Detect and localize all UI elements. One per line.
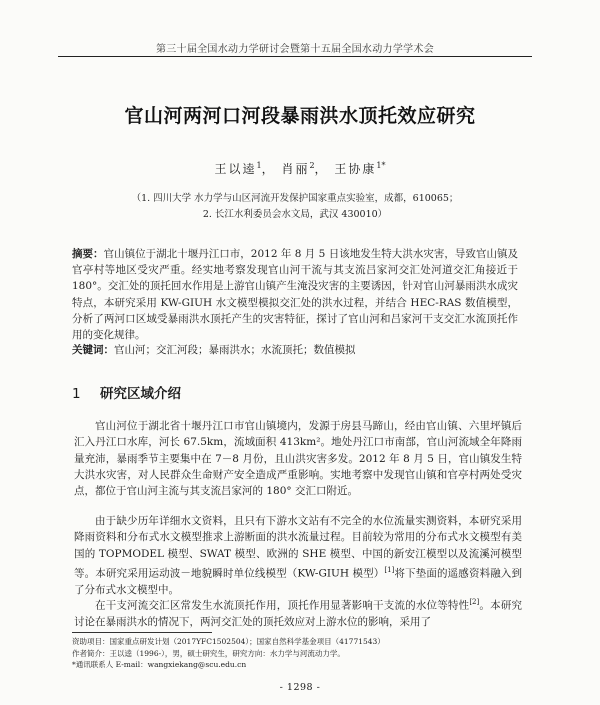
citation-ref[interactable]: [2] xyxy=(469,598,480,606)
running-header: 第三十届全国水动力学研讨会暨第十五届全国水动力学学术会 xyxy=(155,44,435,55)
keywords-text: 官山河；交汇河段；暴雨洪水；水流顶托；数值模拟 xyxy=(114,344,356,356)
section-number: 1 xyxy=(72,386,81,402)
page-number: - 1298 - xyxy=(279,682,321,693)
author-sup: 1* xyxy=(376,161,386,170)
paragraph-1: 官山河位于湖北省十堰丹江口市官山镇境内，发源于房县马蹄山，经由官山镇、六里坪镇后汇入丹江口水库，河长 67.5km，流域面积 413km²。地处丹江口市南部，官山河流域全年降雨量充沛，暴雨季节主要集中在 7－8 月份，且山洪灾害多发。2012 年 8 月 5 日，官山镇发生特大洪水灾害，对人民群众生命财产安全造成严重影响。实地考察中发现官山镇和官亭村两处受灾点，都位于官山河主流与其支流吕家河的 180° 交汇口附近。 xyxy=(74,420,522,498)
body-paragraph xyxy=(74,513,522,598)
section-title: 研究区域介绍 xyxy=(100,386,181,402)
paragraph-2 xyxy=(74,513,522,598)
paragraph-2-text-b: 将下垫面的遥感资料融入到了分布式水文模型中。 xyxy=(74,567,522,596)
affiliation-2: 2. 长江水利委员会水文局，武汉 430010） xyxy=(202,209,388,220)
affiliation-1: （1. 四川大学 水力学与山区河流开发保护国家重点实验室，成都，610065； xyxy=(131,193,459,204)
section-heading xyxy=(72,382,181,402)
footnote-rule xyxy=(72,632,212,633)
author-list: 王以逵$^1$， 肖丽$^2$， 王协康$^{1*}$ xyxy=(214,161,386,176)
paragraph-2-text-a: 由于缺少历年详细水文资料，且只有下游水文站有不完全的水位流量实测资料，本研究采用降雨资料和分布式水文模型推求上游断面的洪水流量过程。目前较为常用的分布式水文模型有美国的 TOPMODEL 模型、SWAT 模型、欧洲的 SHE 模型、中国的新安江模型以及流溪河模型等。本研究采用运动波－地貌瞬时单位线模型（KW-GIUH 模型） xyxy=(74,515,522,580)
body-paragraph xyxy=(74,418,522,499)
footnotes xyxy=(72,636,522,671)
keywords-label: 关键词： xyxy=(72,344,114,356)
header-rule xyxy=(58,56,532,57)
body-paragraph xyxy=(74,594,522,630)
author-name: 王协康 xyxy=(334,162,377,176)
footnote-funding: 资助项目：国家重点研发计划（2017YFC1502504）；国家自然科学基金项目（41771543） xyxy=(72,637,385,646)
author-name: 肖丽 xyxy=(281,162,310,176)
keywords xyxy=(72,342,518,358)
paper-title: 官山河两河口河段暴雨洪水顶托效应研究 xyxy=(124,105,476,127)
abstract-text: 官山镇位于湖北十堰丹江口市，2012 年 8 月 5 日该地发生特大洪水灾害，导致官山镇及官亭村等地区受灾严重。经实地考察发现官山河干流与其支流吕家河交汇处河道交汇角接近于 180°。交汇处的顶托回水作用是上游官山镇产生淹没灾害的主要诱因，针对官山河暴雨洪水成灾特点，本研究采用 KW-GIUH 水文模型模拟交汇处的洪水过程，并结合 HEC-RAS 数值模型，分析了两河口区域受暴雨洪水顶托产生的灾害特征，探讨了官山河和吕家河干支交汇水流顶托作用的变化规律。 xyxy=(72,248,518,342)
paragraph-3 xyxy=(74,594,522,630)
author-name: 王以逵 xyxy=(214,162,257,176)
paragraph-3-text-b: 。本研究讨论在暴雨洪水的情况下，两河交汇处的顶托效应对上游水位的影响，采用了 xyxy=(74,599,523,628)
paragraph-3-text-a: 在干支河流交汇区常发生水流顶托作用，顶托作用显著影响干支流的水位等特性 xyxy=(95,599,470,612)
footnote-author-bio: 作者简介：王以逵（1996-），男，硕士研究生，研究方向：水力学与河流动力学。 xyxy=(72,648,345,658)
abstract-label: 摘要： xyxy=(72,248,104,260)
abstract xyxy=(72,246,518,343)
author-sup: 2 xyxy=(309,161,315,170)
footnote-contact: *通讯联系人 E-mail：wangxiekang@scu.edu.cn xyxy=(72,660,247,669)
citation-ref[interactable]: [1] xyxy=(384,565,395,574)
author-sup: 1 xyxy=(256,161,262,170)
